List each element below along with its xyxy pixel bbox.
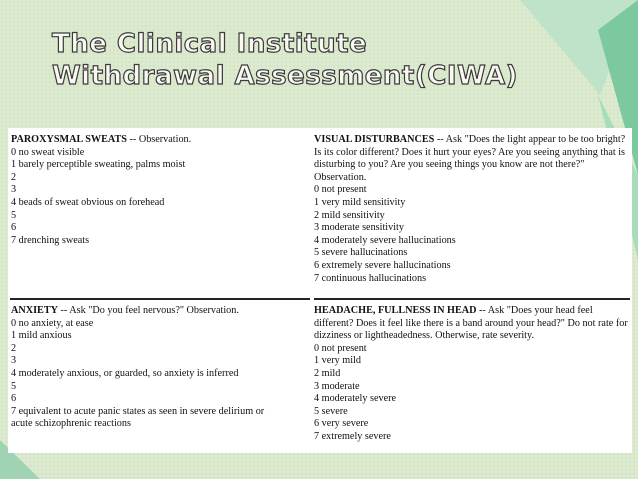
list-item: 3	[11, 184, 17, 196]
list-item: 0 not present	[314, 342, 367, 354]
section-name: ANXIETY	[11, 305, 58, 316]
ciwa-document	[8, 128, 632, 453]
section-desc: -- Ask "Do you feel nervous?" Observation.	[57, 305, 239, 316]
list-item: 1 barely perceptible sweating, palms moist	[11, 159, 186, 171]
headache-items	[314, 343, 630, 444]
list-item: 5	[11, 209, 17, 221]
list-item: 4 moderately severe hallucinations	[314, 234, 456, 246]
visual-items	[314, 184, 630, 285]
list-item: 6 extremely severe hallucinations	[314, 259, 451, 271]
list-item: 7 extremely severe	[314, 430, 391, 442]
list-item: 0 no sweat visible	[11, 146, 85, 158]
list-item: 4 beads of sweat obvious on forehead	[11, 196, 165, 208]
section-desc: -- Observation.	[126, 134, 192, 145]
list-item: 0 no anxiety, at ease	[11, 317, 94, 329]
list-item: 0 not present	[314, 184, 367, 196]
list-item: 7 equivalent to acute panic states as seen in severe delirium or	[11, 405, 265, 417]
list-item: 3 moderate sensitivity	[314, 222, 404, 234]
sweats-items	[11, 147, 301, 248]
list-item: 1 mild anxious	[11, 330, 72, 342]
list-item: 7 drenching sweats	[11, 234, 90, 246]
section-desc: -- Ask "Does the light appear to be too bright? Is its color different? Does it hurt your eyes? Are you seeing anything that is disturbing to you? Are you seeing things you know are not there?" Observation.	[314, 134, 626, 183]
section-name: VISUAL DISTURBANCES	[314, 134, 435, 145]
section-name: PAROXYSMAL SWEATS	[11, 134, 127, 145]
list-item: 3	[11, 355, 17, 367]
list-item: 5 severe	[314, 405, 348, 417]
list-item: 2	[11, 342, 17, 354]
list-item: 6	[11, 393, 17, 405]
list-item: 6 very severe	[314, 418, 369, 430]
list-item: 6	[11, 222, 17, 234]
section-visual-disturbances	[314, 134, 630, 285]
list-item: 1 very mild sensitivity	[314, 196, 406, 208]
list-item: 2 mild	[314, 367, 341, 379]
list-item: 1 very mild	[314, 355, 361, 367]
section-anxiety	[11, 305, 306, 431]
list-item: 4 moderately severe	[314, 393, 397, 405]
list-item: 5	[11, 380, 17, 392]
section-headache	[314, 305, 630, 444]
list-item: 2 mild sensitivity	[314, 209, 385, 221]
list-item: 5 severe hallucinations	[314, 247, 408, 259]
divider-right	[314, 298, 630, 300]
list-item: 7 continuous hallucinations	[314, 272, 427, 284]
anxiety-items	[11, 318, 306, 431]
list-item: 3 moderate	[314, 380, 360, 392]
section-paroxysmal-sweats	[11, 134, 301, 247]
title-line-2: Withdrawal Assessment(CIWA)	[52, 61, 519, 91]
slide-title	[52, 28, 592, 92]
divider-left	[10, 298, 310, 300]
list-item: 4 moderately anxious, or guarded, so anxiety is inferred	[11, 367, 239, 379]
section-name: HEADACHE, FULLNESS IN HEAD	[314, 305, 477, 316]
list-item: 2	[11, 171, 17, 183]
title-line-1: The Clinical Institute	[52, 29, 368, 59]
list-item: acute schizophrenic reactions	[11, 418, 131, 430]
section-desc: -- Ask "Does your head feel different? Does it feel like there is a band around your head?" Do not rate for dizziness or lightheadedness. Otherwise, rate severity.	[314, 305, 628, 342]
